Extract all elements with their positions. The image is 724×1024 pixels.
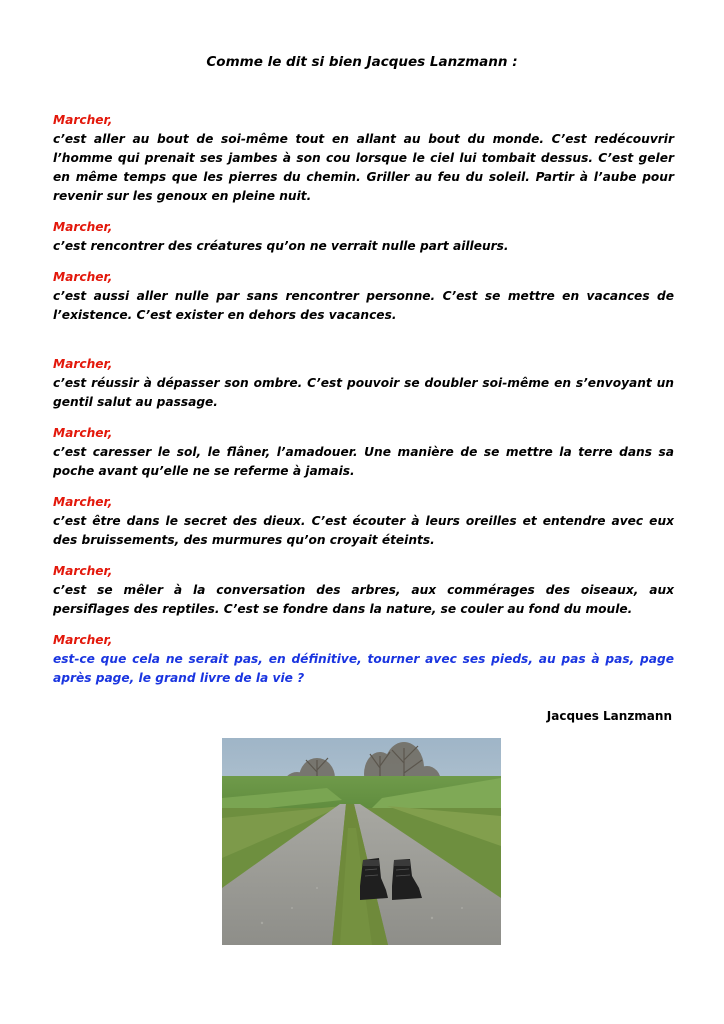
stanza-text: c’est aussi aller nulle par sans rencontrer personne. C’est se mettre en vacances de l’existence. C’est exister en dehors des vacances.	[53, 289, 674, 322]
stanza-heading: Marcher,	[53, 357, 113, 371]
stanza-text: c’est réussir à dépasser son ombre. C’est pouvoir se doubler soi-même en s’envoyant un gentil salut au passage.	[53, 376, 674, 409]
stanza-text: c’est aller au bout de soi-même tout en allant au bout du monde. C’est redécouvrir l’homme qui prenait ses jambes à son cou lorsque le ciel lui tombait dessus. C’est geler en même temps que les pierres du chemin. Griller au feu du soleil. Partir à l’aube pour revenir sur les genoux en pleine nuit.	[53, 132, 674, 203]
road-boots-photo	[222, 738, 501, 945]
author-signature: Jacques Lanzmann	[546, 709, 672, 723]
stanza-heading: Marcher,	[53, 220, 113, 234]
stanza-text-final: est-ce que cela ne serait pas, en définitive, tourner avec ses pieds, au pas à pas, page après page, le grand livre de la vie ?	[53, 652, 674, 685]
stanza-8	[53, 631, 674, 688]
stanza-text: c’est se mêler à la conversation des arbres, aux commérages des oiseaux, aux persiflages des reptiles. C’est se fondre dans la nature, se couler au fond du moule.	[53, 583, 674, 616]
stanza-5	[53, 424, 674, 481]
stanza-4	[53, 355, 674, 412]
stanza-2	[53, 218, 674, 256]
stanza-heading: Marcher,	[53, 113, 113, 127]
stanza-heading: Marcher,	[53, 270, 113, 284]
stanza-heading: Marcher,	[53, 426, 113, 440]
stanza-heading: Marcher,	[53, 564, 113, 578]
stanza-text: c’est être dans le secret des dieux. C’est écouter à leurs oreilles et entendre avec eux des bruissements, des murmures qu’on croyait éteints.	[53, 514, 674, 547]
stanza-heading: Marcher,	[53, 633, 113, 647]
document-title: Comme le dit si bien Jacques Lanzmann :	[206, 54, 518, 70]
stanza-text: c’est caresser le sol, le flâner, l’amadouer. Une manière de se mettre la terre dans sa poche avant qu’elle ne se referme à jamais.	[53, 445, 674, 478]
stanza-heading: Marcher,	[53, 495, 113, 509]
stanza-3	[53, 268, 674, 325]
poem-body	[53, 111, 674, 700]
stanza-text: c’est rencontrer des créatures qu’on ne verrait nulle part ailleurs.	[53, 239, 509, 253]
stanza-7	[53, 562, 674, 619]
stanza-1	[53, 111, 674, 206]
stanza-6	[53, 493, 674, 550]
